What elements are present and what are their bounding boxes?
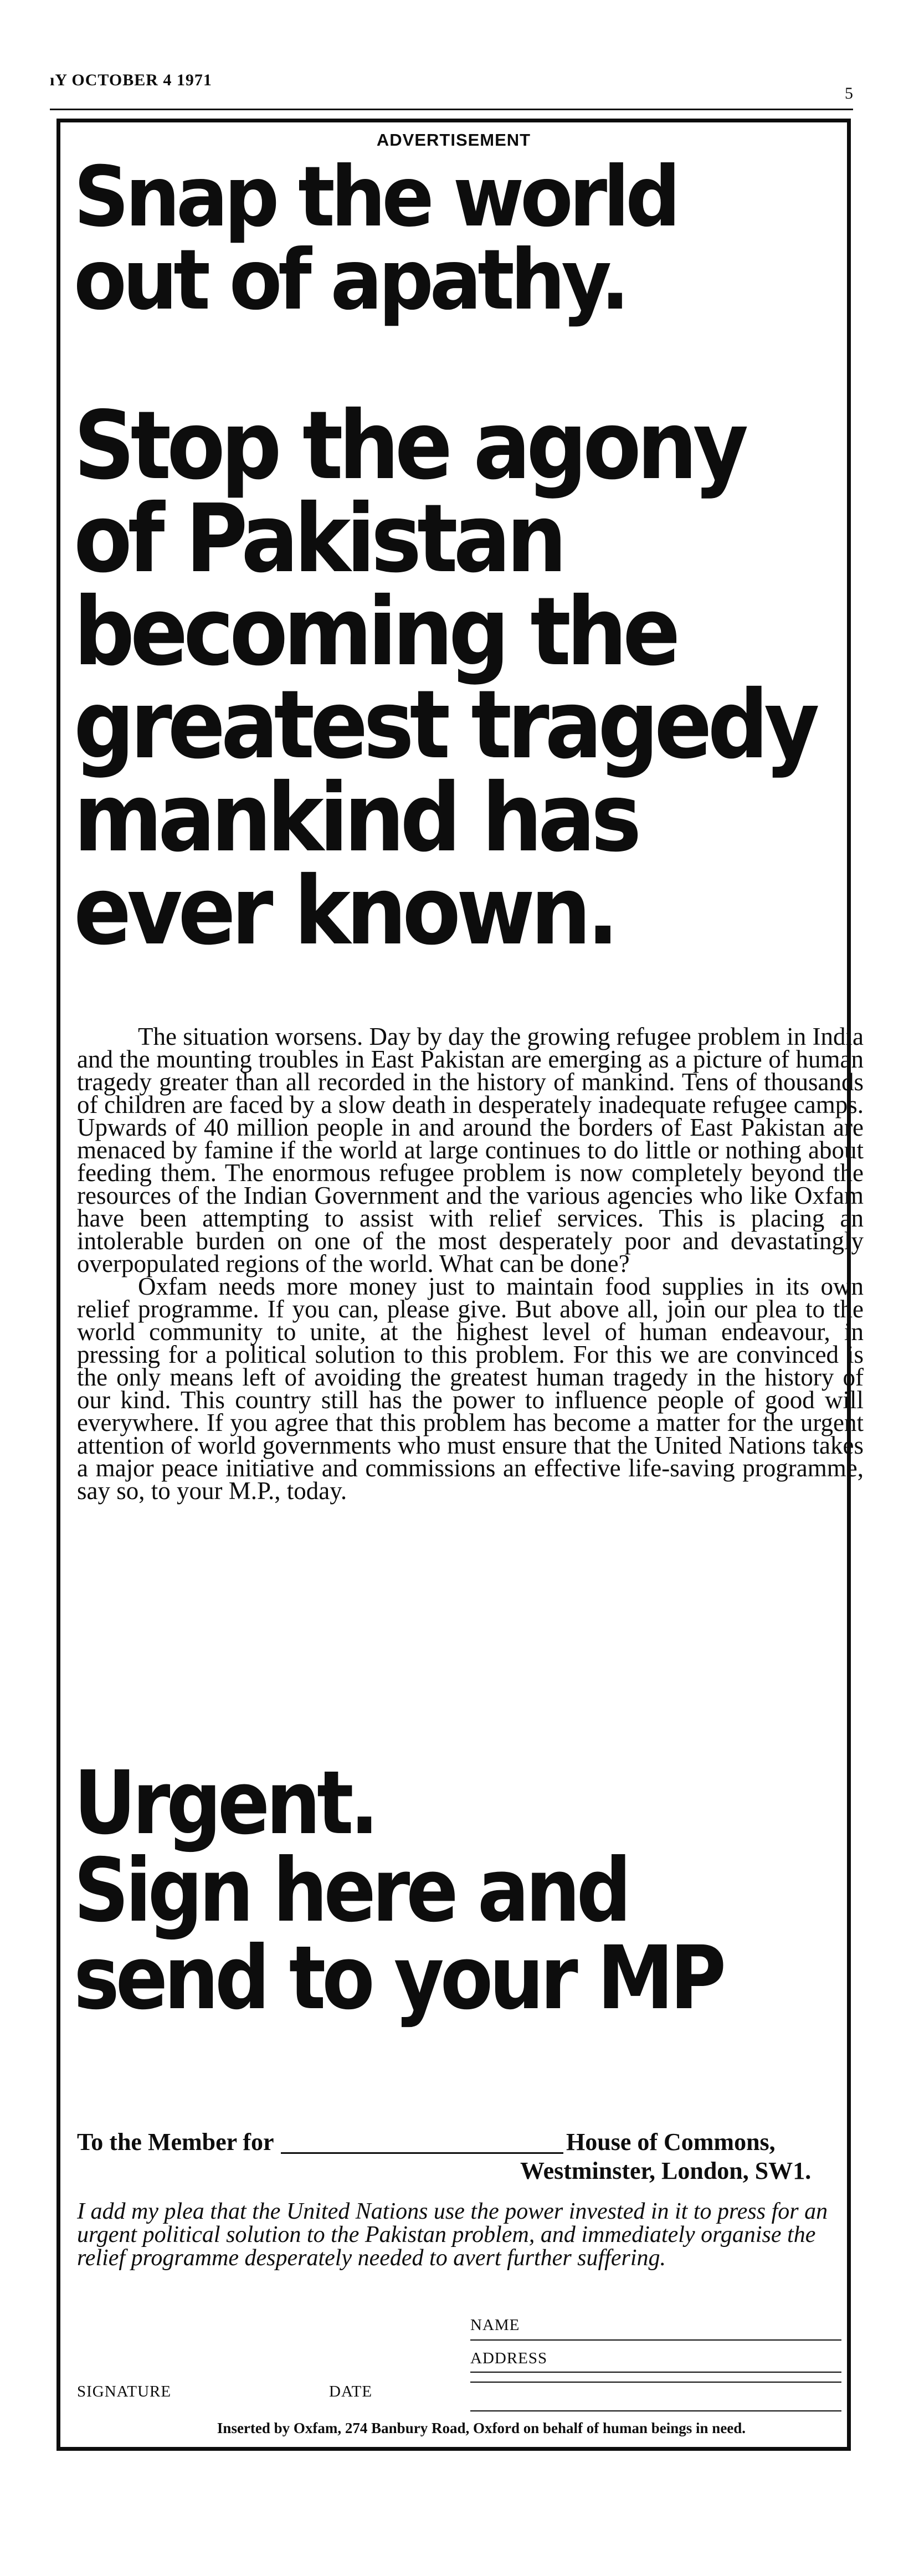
- headline-line: Sign here and: [74, 1840, 628, 1942]
- body-paragraph: Oxfam needs more money just to maintain food supplies in its own relief programme. If you can, please give. But above all, join our plea to the world community to unite, at the highest level of human endeavour, in pressing for a political solution to this problem. For this we are convinced is the only means left of avoiding the greatest human tragedy in the history of our kind. This country still has the power to influence people of good will everywhere. If you agree that this problem has become a matter for the urgent attention of world governments who must ensure that the United Nations takes a major peace initiative and commissions an effective life-saving programme, say so, to your M.P., today.: [77, 1272, 864, 1505]
- address-field[interactable]: [470, 2372, 841, 2373]
- date-label: DATE: [329, 2383, 373, 2400]
- address-label: ADDRESS: [470, 2349, 548, 2367]
- name-field[interactable]: [470, 2339, 841, 2341]
- page-number: 5: [845, 84, 853, 102]
- headline-line: greatest tragedy: [74, 670, 815, 780]
- headline-line: Stop the agony: [74, 391, 744, 501]
- masthead-rule: [50, 109, 853, 110]
- headline-urgent-sign-here: [74, 1752, 811, 2029]
- newspaper-masthead: [50, 71, 853, 104]
- advertisement-label: ADVERTISEMENT: [376, 130, 531, 150]
- credit-text: Inserted by Oxfam, 274 Banbury Road, Oxford on behalf of human beings in need.: [217, 2420, 746, 2436]
- address-field-line-2[interactable]: [470, 2382, 841, 2383]
- house-of-commons-text: House of Commons,: [566, 2128, 776, 2156]
- petition-form: [77, 2128, 836, 2438]
- name-label: NAME: [470, 2316, 520, 2334]
- headline-snap-the-world: [74, 149, 722, 329]
- oxfam-credit: [60, 2420, 847, 2437]
- advertisement-frame: [57, 119, 864, 2451]
- to-member-label: To the Member for: [77, 2128, 274, 2156]
- headline-line: Urgent.: [74, 1752, 376, 1854]
- pledge-text: I add my plea that the United Nations use the power invested in it to press for an urgent political solution to the Pakistan problem, and immediately organise the relief programme desperately needed to avert further suffering.: [77, 2199, 828, 2271]
- headline-line: out of apathy.: [74, 232, 626, 329]
- headline-line: ever known.: [74, 856, 615, 966]
- headline-line: becoming the: [74, 577, 676, 687]
- headline-stop-the-agony: [74, 391, 893, 966]
- body-copy: [77, 1023, 864, 1505]
- address-field-line-3[interactable]: [470, 2410, 841, 2411]
- signature-label: SIGNATURE: [77, 2383, 172, 2400]
- westminster-address: Westminster, London, SW1.: [520, 2157, 812, 2184]
- constituency-field[interactable]: [281, 2152, 563, 2154]
- headline-line: mankind has: [74, 763, 638, 873]
- headline-line: send to your MP: [74, 1927, 723, 2029]
- headline-line: of Pakistan: [74, 484, 563, 594]
- headline-line: Snap the world: [74, 149, 677, 245]
- body-paragraph: The situation worsens. Day by day the growing refugee problem in India and the mounting troubles in East Pakistan are emerging as a picture of human tragedy greater than all recorded in the history of mankind. Tens of thousands of children are faced by a slow death in desperately inadequate refugee camps. Upwards of 40 million people in and around the borders of East Pakistan are menaced by famine if the world at large continues to do little or nothing about feeding them. The enormous refugee problem is now completely beyond the resources of the Indian Government and the various agencies who like Oxfam have been attempting to assist with relief services. This is placing an intolerable burden on one of the most desperately poor and devastatingly overpopulated regions of the world. What can be done?: [77, 1023, 864, 1277]
- issue-date: ıY OCTOBER 4 1971: [50, 71, 212, 89]
